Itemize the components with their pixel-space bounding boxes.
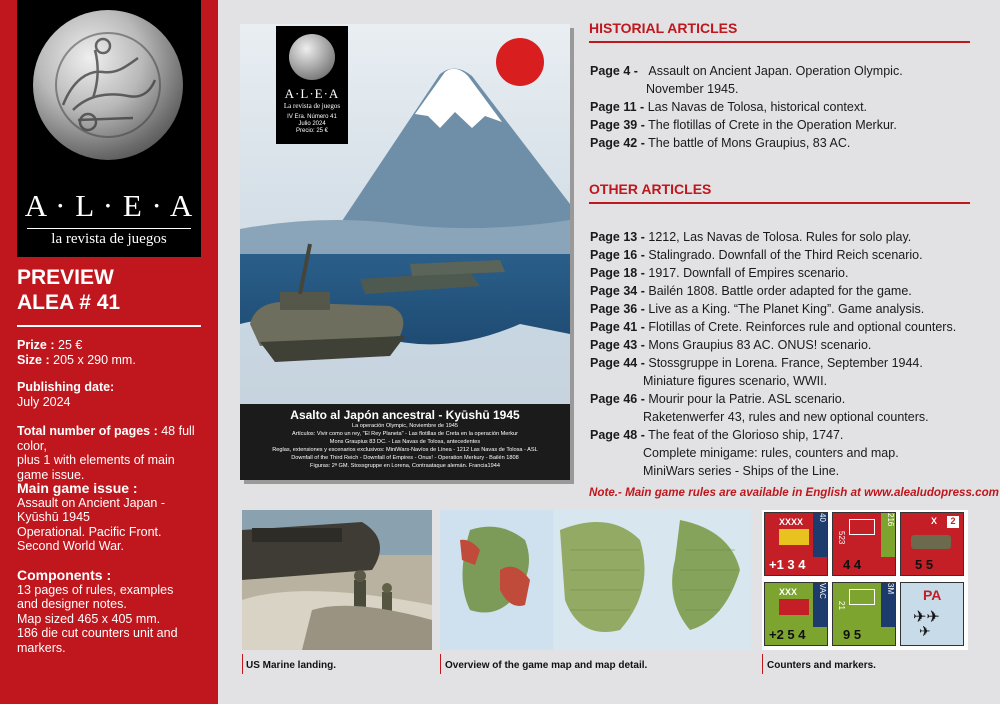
main-game-line: Operational. Pacific Front. — [17, 524, 162, 539]
components-label: Components : — [17, 567, 112, 583]
historical-article-cont: November 1945. — [646, 82, 739, 96]
price-value: 25 € — [58, 338, 83, 352]
cover-band — [240, 404, 570, 480]
caption-marker — [242, 654, 243, 674]
other-article: Page 13 - 1212, Las Navas de Tolosa. Rules for solo play. — [590, 230, 912, 244]
aircraft-icon: ✈ — [919, 623, 931, 639]
preview-title — [17, 265, 120, 315]
marine-caption: US Marine landing. — [246, 660, 337, 671]
main-game-line: Second World War. — [17, 539, 124, 553]
historical-divider — [589, 41, 970, 43]
other-article: Page 16 - Stalingrado. Downfall of the Third Reich scenario. — [590, 248, 923, 262]
price-label: Prize : — [17, 338, 55, 352]
rules-note: Note.- Main game rules are available in English at www.alealudopress.com — [589, 486, 999, 499]
main-game-line: Assault on Ancient Japan - — [17, 495, 166, 510]
other-article: Page 46 - Mourir pour la Patrie. ASL scenario. — [590, 392, 846, 406]
publishing-value: July 2024 — [17, 394, 71, 409]
other-divider — [589, 202, 970, 204]
pages-label: Total number of pages : — [17, 424, 158, 438]
cover-meta-line: IV Era. Número 41 — [287, 114, 337, 120]
counter: XXX VAC +2 5 4 — [764, 582, 828, 646]
pages-value-line: game issue. — [17, 467, 85, 482]
coin-icon — [33, 10, 183, 160]
cover-alea: A·L·E·A — [284, 86, 340, 101]
pages-value: 48 full color, — [17, 424, 195, 453]
pages-info — [17, 424, 217, 482]
cover-headline: Asalto al Japón ancestral - Kyūshū 1945 — [290, 408, 520, 422]
cover-band-line: Mons Graupius 83 DC. - Las Navas de Tolosa, antecedentes — [329, 439, 481, 445]
other-article: Page 43 - Mons Graupius 83 AC. ONUS! scenario. — [590, 338, 872, 352]
size-value: 205 x 290 mm. — [53, 352, 136, 367]
marine-landing-photo — [242, 510, 432, 650]
issue-line: ALEA # 41 — [17, 291, 121, 314]
other-article-cont: MiniWars series - Ships of the Line. — [643, 464, 840, 478]
alea-logo — [17, 0, 201, 257]
logo-title: A · L · E · A — [24, 188, 194, 223]
cover-subtitle: La revista de juegos — [283, 102, 341, 110]
map-caption: Overview of the game map and map detail. — [445, 660, 648, 671]
counters-photo — [762, 510, 968, 650]
historical-title: HISTORIAL ARTICLES — [589, 20, 738, 36]
counter: PA ✈✈ ✈ — [900, 582, 964, 646]
counter: 21 3M 9 5 — [832, 582, 896, 646]
historical-article: Page 39 - The flotillas of Crete in the Operation Merkur. — [590, 118, 897, 132]
cover-band-line: Reglas, extensiones y escenarios exclusivos: MiniWars-Navíos de Línea - 1212 Las Navas de Tolosa - ASL — [272, 447, 538, 453]
other-article: Page 18 - 1917. Downfall of Empires scenario. — [590, 266, 849, 280]
price-info — [17, 338, 136, 367]
caption-marker — [440, 654, 441, 674]
components-line: 13 pages of rules, examples — [17, 582, 174, 597]
components-line: and designer notes. — [17, 597, 127, 611]
other-article-cont: Complete minigame: rules, counters and map. — [643, 446, 899, 460]
cover-coin-icon — [289, 34, 335, 80]
logo-subtitle: la revista de juegos — [51, 231, 167, 247]
other-article: Page 41 - Flotillas of Crete. Reinforces rule and optional counters. — [590, 320, 957, 334]
publishing-info — [17, 380, 114, 409]
magazine-cover — [240, 24, 570, 480]
other-article-cont: Miniature figures scenario, WWII. — [643, 374, 828, 388]
historical-article: Page 4 - Assault on Ancient Japan. Operation Olympic. — [590, 64, 903, 78]
cover-meta-line: Precio: 25 € — [295, 128, 329, 134]
preview-line: PREVIEW — [17, 266, 114, 289]
sidebar — [0, 0, 218, 704]
main-game-label: Main game issue : — [17, 480, 138, 496]
aircraft-icon: ✈✈ — [913, 609, 940, 626]
cover-band-line: Downfall of the Third Reich - Downfall of Empires - Onus! - Operation Merkury - Bailén 1808 — [291, 455, 519, 461]
size-label: Size : — [17, 352, 50, 367]
counter: 523 216 4 4 — [832, 512, 896, 576]
components-info — [17, 568, 178, 655]
cover-logo — [276, 26, 348, 144]
other-article: Page 36 - Live as a King. “The Planet King”. Game analysis. — [590, 302, 925, 316]
logo-divider — [27, 228, 191, 229]
historical-article: Page 11 - Las Navas de Tolosa, historical context. — [590, 100, 868, 114]
cover-meta-line: Julio 2024 — [298, 121, 326, 127]
other-article: Page 34 - Bailén 1808. Battle order adapted for the game. — [590, 284, 912, 298]
components-line: 186 die cut counters unit and — [17, 626, 178, 640]
cover-band-line: La operación Olympic, Noviembre de 1945 — [351, 423, 459, 429]
counter: X 2 5 5 — [900, 512, 964, 576]
main-game-line: Kyūshū 1945 — [17, 510, 90, 524]
other-article: Page 48 - The feat of the Glorioso ship, 1747. — [590, 428, 844, 442]
other-title: OTHER ARTICLES — [589, 181, 712, 197]
pages-value-line: plus 1 with elements of main — [17, 453, 175, 467]
cover-band-line: Artículos: Vivir como un rey, "El Rey Planeta" - Las flotillas de Creta en la operación Merkur — [291, 431, 519, 437]
cover-meta — [276, 114, 348, 135]
cover-band-line: Figuras: 2ª GM. Stossgruppe en Lorena, Contraataque alemán. Francia1944 — [310, 463, 500, 469]
main-game-info — [17, 481, 165, 554]
other-article-cont: Raketenwerfer 43, rules and new optional counters. — [643, 410, 929, 424]
components-line: Map sized 465 x 405 mm. — [17, 611, 161, 626]
components-line: markers. — [17, 640, 66, 655]
historical-article: Page 42 - The battle of Mons Graupius, 83 AC. — [590, 136, 851, 150]
counters-caption: Counters and markers. — [767, 660, 876, 671]
game-map-photo — [440, 510, 751, 650]
other-article: Page 44 - Stossgruppe in Lorena. France, September 1944. — [590, 356, 923, 370]
publishing-label: Publishing date: — [17, 380, 115, 394]
counter: XXXX 40 +1 3 4 — [764, 512, 828, 576]
caption-marker — [762, 654, 763, 674]
sidebar-divider — [17, 325, 201, 327]
